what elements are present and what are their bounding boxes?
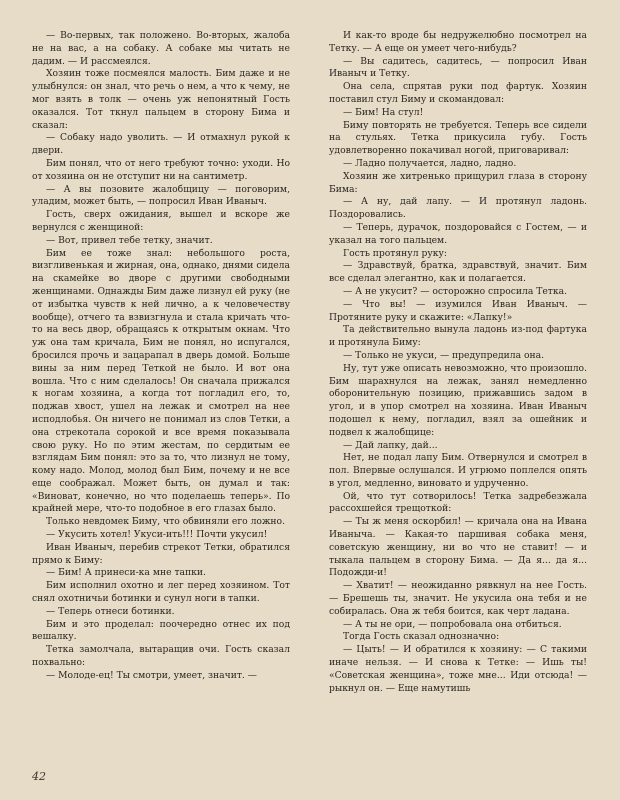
paragraph: Бим исполнил охотно и лег перед хозяином. Тот снял охотничьи ботинки и сунул ноги в тапки. [32,580,290,605]
paragraph: — А ты не ори, — попробовала она отбиться. [343,618,562,630]
paragraph: Биму повторять не требуется. Теперь все сидели на стульях. Тетка прикусила губу. Гость удовлетворенно покачивал ногой, приговаривал: [329,119,587,157]
paragraph: — Здравствуй, братка, здравствуй, значит. Бим все сделал элегантно, как и полагается. [329,260,587,285]
page-number: 42 [32,770,46,783]
paragraph: Тогда Гость сказал однозначно: [343,631,500,643]
paragraph: Ну, тут уже описать невозможно, что произошло. Бим шарахнулся на лежак, занял немедленно оборонительную позицию, прижавшись задом в угол, и в упор смотрел на хозяина. Иван Иваныч подошел к нему, погладил, взял за ошейник и подвел к жалобщице: [329,362,587,438]
paragraph: — Только не укуси, — предупредила она. [343,349,545,361]
paragraph: Бим и это проделал: поочередно отнес их под вешалку. [32,618,290,643]
paragraph: Нет, не подал лапу Бим. Отвернулся и смотрел в пол. Впервые ослушался. И угрюмо поплелся опять в угол, медленно, виновато и удрученно. [329,452,587,489]
paragraph: — Во-первых, так положено. Во-вторых, жалоба не на вас, а на собаку. А собаке мы читать не дадим. — И рассмеялся. [32,30,290,67]
paragraph: — Ладно получается, ладно, ладно. [343,157,517,169]
paragraph: Тетка замолчала, вытаращив очи. Гость сказал похвально: [32,644,290,669]
paragraph: — Дай лапку, дай... [343,439,438,451]
right-column [329,30,587,695]
paragraph: — А вы позовите жалобщицу — поговорим, уладим, может быть, — попросил Иван Иваныч. [32,183,290,208]
paragraph: Та действительно вынула ладонь из-под фартука и протянула Биму: [329,324,587,349]
paragraph: — Теперь отнеси ботинки. [46,605,175,617]
paragraph: — Цыть! — И обратился к хозяину: — С такими иначе нельзя. — И снова к Тетке: — Ишь ты! «Советская женщина», тоже мне... Иди отсюда! — рыкнул он. — Еще намутишь [329,644,587,694]
paragraph: Гость протянул руку: [343,247,447,259]
paragraph: Только невдомек Биму, что обвиняли его ложно. [46,516,285,528]
paragraph: Хозяин же хитренько прищурил глаза в сторону Бима: [329,170,587,195]
paragraph: — Укусить хотел! Укуси-ить!!! Почти укусил! [46,529,268,541]
paragraph: — А не укусит? — осторожно спросила Тетка. [343,285,568,297]
paragraph: Ой, что тут сотворилось! Тетка задребезжала рассохшейся трещоткой: [329,490,587,515]
left-column [32,30,290,683]
paragraph: — Вы садитесь, садитесь, — попросил Иван Иваныч и Тетку. [329,55,587,80]
paragraph: — Вот, привел тебе тетку, значит. [46,234,213,246]
paragraph: Гость, сверх ожидания, вышел и вскоре же вернулся с женщиной: [32,209,290,233]
paragraph: Бим ее тоже знал: небольшого роста, визгливенькая и жирная, она, однако, днями сидела на скамейке во дворе с другими свободными женщинами. Однажды Бим даже лизнул ей руку (не от избытка чувств к ней лично, а к человечеству вообще), отчего та взвизгнула и стала кричать что-то на весь двор, обращаясь к открытым окнам. Что уж она там кричала, Бим не понял, но испугался, бросился прочь и зацарапал в дверь домой. Больше вины за ним перед Теткой не было. И вот она вошла. Что с ним сделалось! Он сначала прижался к ногам хозяина, а когда тот погладил его, то, поджав хвост, ушел на лежак и смотрел на нее исподлобья. Он ничего не понимал из слов Тетки, а она стрекотала сорокой и все время показывала свою руку. Но по этим жестам, по сердитым ее взглядам Бим понял: это за то, что лизнул не тому, кому надо. Молод, молод был Бим, почему и не все еще соображал. Может быть, он думал и так: «Виноват, конечно, но что поделаешь теперь». По крайней мере, что-то подобное в его глазах было. [32,247,290,515]
paragraph: Хозяин тоже посмеялся малость. Бим даже и не улыбнулся: он знал, что речь о нем, а что к чему, не мог взять в толк — очень уж непонятный Гость оказался. Тот ткнул пальцем в сторону Бима и сказал: [32,68,290,131]
paragraph: — Что вы! — изумился Иван Иваныч. — Протяните руку и скажите: «Лапку!» [329,298,587,323]
paragraph: — Бим! А принеси-ка мне тапки. [46,567,206,579]
paragraph: — Ты ж меня оскорбил! — кричала она на Ивана Иваныча. — Какая-то паршивая собака меня, советскую женщину, ни во что не ставит! — и тыкала пальцем в сторону Бима. — Да я... да я... Подожди-и! [329,516,587,579]
paragraph: И как-то вроде бы недружелюбно посмотрел на Тетку. — А еще он умеет чего-нибудь? [329,30,587,54]
paragraph: — Теперь, дурачок, поздоровайся с Гостем, — и указал на того пальцем. [329,221,587,246]
paragraph: Иван Иваныч, перебив стрекот Тетки, обратился прямо к Биму: [32,541,290,566]
paragraph: — Бим! На стул! [343,106,424,118]
paragraph: — А ну, дай лапу. — И протянул ладонь. Поздоровались. [329,196,587,221]
paragraph: — Собаку надо уволить. — И отмахнул рукой к двери. [32,132,290,157]
paragraph: Она села, спрятав руки под фартук. Хозяин поставил стул Биму и скомандовал: [329,81,587,105]
paragraph: Бим понял, что от него требуют точно: уходи. Но от хозяина он не отступит ни на сантиметр. [32,157,290,182]
paragraph: — Хватит! — неожиданно рявкнул на нее Гость. — Брешешь ты, значит. Не укусила она тебя и не собиралась. Она ж тебя боится, как черт ладана. [329,580,587,617]
paragraph: — Молоде-ец! Ты смотри, умеет, значит. — [46,669,257,681]
